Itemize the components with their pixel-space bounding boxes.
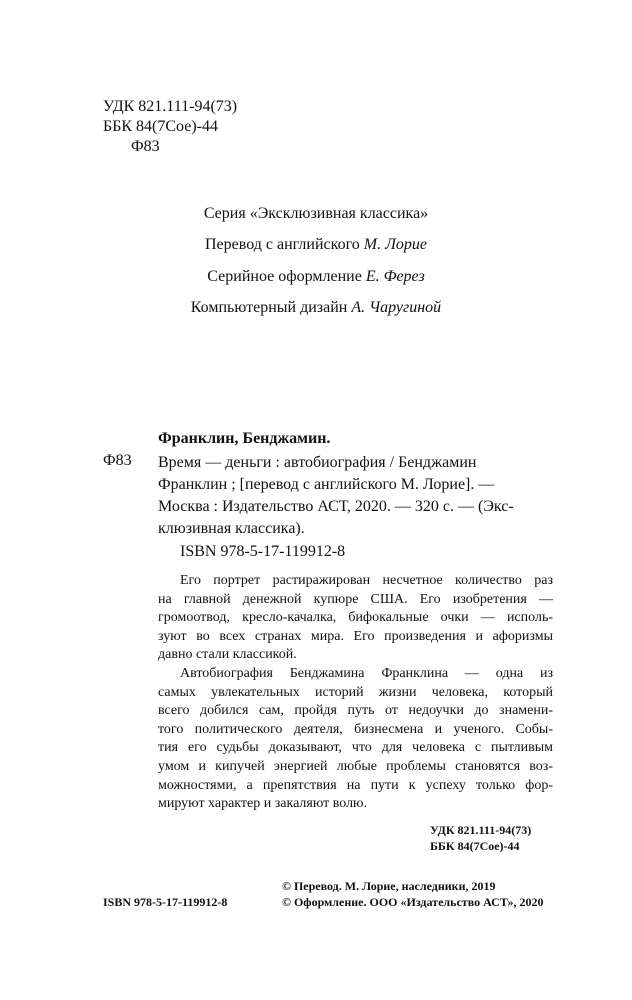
annotation-line: самых увлекательных историй жизни человека, который <box>158 684 553 700</box>
annotation-line: зуют во всех странах мира. Его произведения и афоризмы <box>158 628 553 644</box>
translation-credit <box>0 236 632 254</box>
design-credit <box>0 268 632 286</box>
annotation-line: Его портрет растиражирован несчетное количество раз <box>180 573 553 588</box>
translator-name: М. Лорие <box>363 236 427 253</box>
description-line: Москва : Издательство АСТ, 2020. — 320 с. — (Экс- <box>158 498 514 515</box>
footer-isbn: ISBN 978-5-17-119912-8 <box>103 895 228 909</box>
annotation-line: всего добился сам, пройдя путь от недоучки до знамени- <box>158 703 553 719</box>
annotation-line: можностями, а препятствия на пути к успеху только фор- <box>158 777 553 793</box>
bbk-code: ББК 84(7Сое)-44 <box>103 118 218 135</box>
annotation-udk: УДК 821.111-94(73) <box>430 823 532 837</box>
description-line: Время — деньги : автобиография / Бенджамин <box>158 454 477 471</box>
translation-copyright: © Перевод. М. Лорие, наследники, 2019 <box>282 879 496 893</box>
annotation-line: тия его судьбы доказывают, что для человека с пытливым <box>158 740 553 756</box>
entry-isbn: ISBN 978-5-17-119912-8 <box>180 543 346 560</box>
design-copyright: © Оформление. ООО «Издательство АСТ», 2020 <box>282 895 544 909</box>
computer-design-credit <box>0 299 632 317</box>
annotation-line: давно стали классикой. <box>158 647 297 663</box>
annotation-paragraph-1 <box>158 572 553 665</box>
computer-designer-name: А. Чаругиной <box>351 299 442 316</box>
annotation-line: умом и кипучей энергией любые проблемы становятся воз- <box>158 758 553 774</box>
description-line: Франклин ; [перевод с английского М. Лорие]. — <box>158 476 495 493</box>
annotation-bbk: ББК 84(7Сое)-44 <box>430 839 520 853</box>
design-label: Серийное оформление <box>207 268 366 285</box>
author-mark: Ф83 <box>131 138 160 155</box>
description-line: клюзивная классика). <box>158 520 305 537</box>
author-heading: Франклин, Бенджамин. <box>158 430 331 447</box>
annotation-paragraph-2 <box>158 665 553 814</box>
entry-author-mark: Ф83 <box>103 452 132 469</box>
computer-design-label: Компьютерный дизайн <box>190 299 352 316</box>
series-line: Серия «Эксклюзивная классика» <box>203 205 429 222</box>
annotation-line: громоотвод, кресло-качалка, бифокальные очки — исполь- <box>158 610 553 626</box>
udk-code: УДК 821.111-94(73) <box>103 98 238 115</box>
translation-label: Перевод с английского <box>205 236 364 253</box>
annotation-line: Автобиография Бенджамина Франклина — одна из <box>180 666 553 681</box>
annotation-line: мируют характер и закаляют волю. <box>158 796 368 812</box>
annotation-line: на главной денежной купюре США. Его изобретения — <box>158 591 553 607</box>
annotation-line: того политического деятеля, бизнесмена и ученого. Собы- <box>158 721 553 737</box>
designer-name: Е. Ферез <box>365 268 425 285</box>
bibliographic-description <box>158 452 553 540</box>
